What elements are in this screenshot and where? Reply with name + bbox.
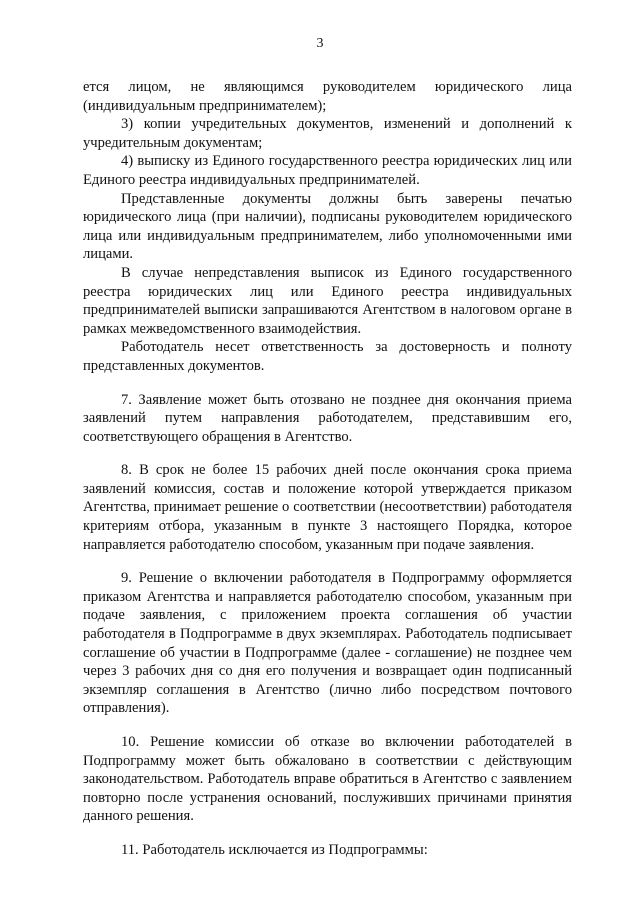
paragraph-continuation: ется лицом, не являющимся руководителем юридического лица (индивидуальным предпринимателем); <box>83 79 572 114</box>
paragraph-missing-extracts: В случае непредставления выписок из Единого государственного реестра юридических лиц или Единого реестра индивидуальных предпринимателей выписки запрашиваются Агентством в налоговом органе в рамках межведомственного взаимодействия. <box>83 264 572 337</box>
paragraph-responsibility: Работодатель несет ответственность за достоверность и полноту представленных документов. <box>83 339 572 374</box>
paragraph-item-3: 3) копии учредительных документов, изменений и дополнений к учредительным документам; <box>83 116 572 151</box>
paragraph-certification: Представленные документы должны быть заверены печатью юридического лица (при наличии), подписаны руководителем юридического лица или индивидуальным предпринимателем, либо уполномоченными ими лицами. <box>83 190 572 263</box>
document-body <box>83 78 572 860</box>
paragraph-section-10: 10. Решение комиссии об отказе во включении работодателей в Подпрограмму может быть обжаловано в соответствии с действующим законодательством. Работодатель вправе обратиться в Агентство с заявлением повторно после устранения оснований, послуживших причинами принятия данного решения. <box>83 734 572 825</box>
paragraph-section-11: 11. Работодатель исключается из Подпрограммы: <box>121 841 428 858</box>
paragraph-section-8: 8. В срок не более 15 рабочих дней после окончания срока приема заявлений комиссия, состав и положение которой утверждается приказом Агентства, принимает решение о соответствии (несоответствии) работодателя критериям отбора, указанным в пункте 3 настоящего Порядка, которое направляется работодателю способом, указанным при подаче заявления. <box>83 462 572 553</box>
paragraph-section-7: 7. Заявление может быть отозвано не позднее дня окончания приема заявлений путем направления работодателем, представившим его, соответствующего обращения в Агентство. <box>83 391 572 445</box>
page-number: 3 <box>316 36 324 51</box>
paragraph-section-9: 9. Решение о включении работодателя в Подпрограмму оформляется приказом Агентства и направляется работодателю способом, указанным при подаче заявления, с приложением проекта соглашения об участии работодателя в Подпрограмме в двух экземплярах. Работодатель подписывает соглашение об участии в Подпрограмме (далее - соглашение) не позднее чем через 3 рабочих дня со дня его получения и возвращает один подписанный экземпляр соглашения в Агентство (лично либо посредством почтового отправления). <box>83 570 572 717</box>
paragraph-item-4: 4) выписку из Единого государственного реестра юридических лиц или Единого реестра индивидуальных предпринимателей. <box>83 153 572 188</box>
